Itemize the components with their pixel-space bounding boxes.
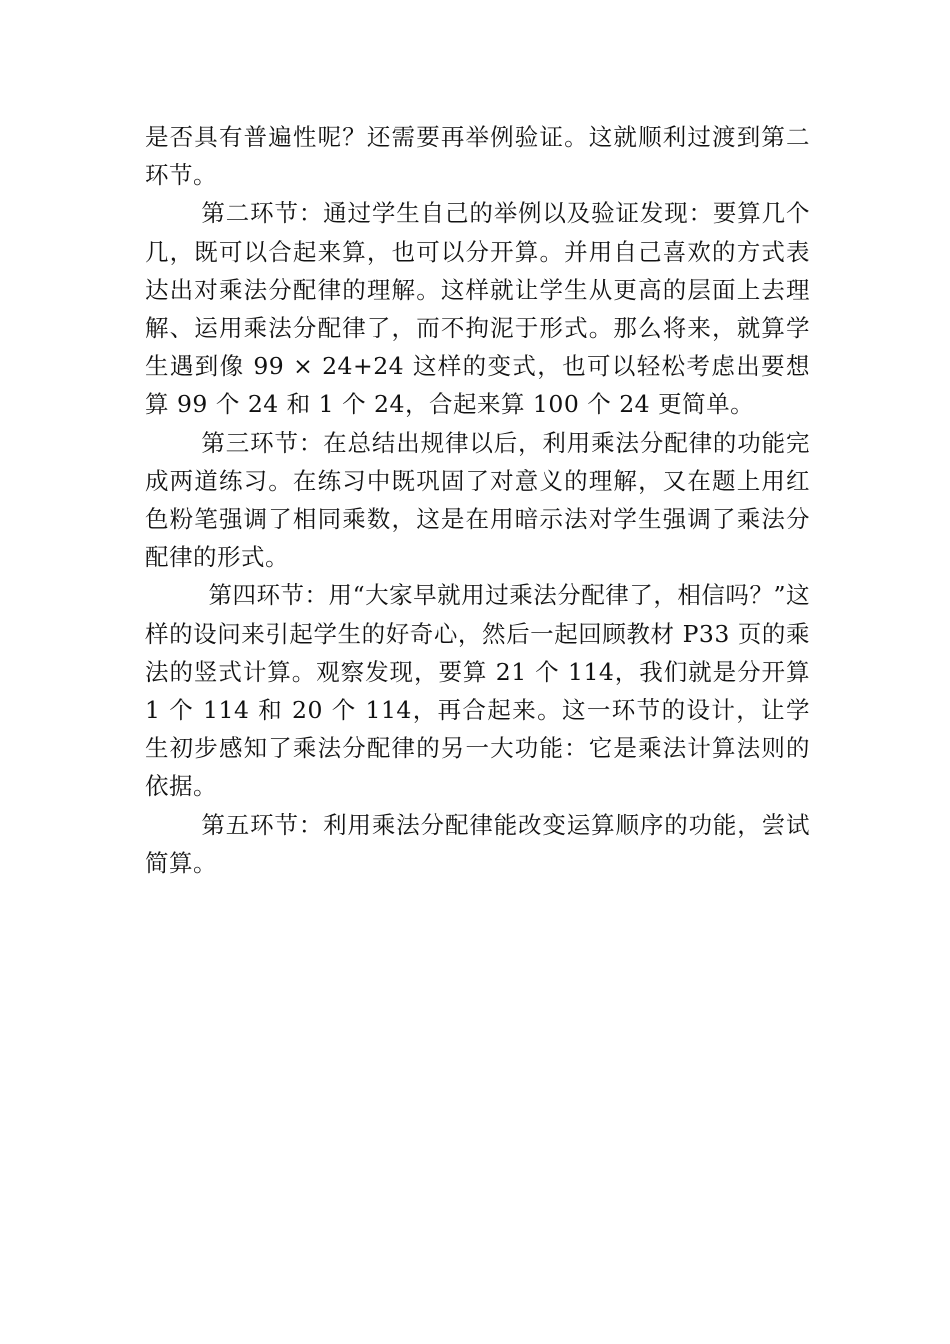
- document-body: [145, 118, 810, 882]
- paragraph-section-five: 第五环节：利用乘法分配律能改变运算顺序的功能，尝试简算。: [145, 810, 810, 877]
- paragraph-section-four: 第四环节：用“大家早就用过乘法分配律了，相信吗？”这样的设问来引起学生的好奇心，然后一起回顾教材 P33 页的乘法的竖式计算。观察发现，要算 21 个 114，我们就是分开算 1 个 114 和 20 个 114，再合起来。这一环节的设计，让学生初步感知了乘法分配律的另一大功能：它是乘法计算法则的依据。: [145, 581, 810, 801]
- paragraph-continuation: 是否具有普遍性呢？还需要再举例验证。这就顺利过渡到第二环节。: [145, 123, 810, 190]
- paragraph-section-two: 第二环节：通过学生自己的举例以及验证发现：要算几个几，既可以合起来算，也可以分开算。并用自己喜欢的方式表达出对乘法分配律的理解。这样就让学生从更高的层面上去理解、运用乘法分配律了，而不拘泥于形式。那么将来，就算学生遇到像 99 × 24+24 这样的变式，也可以轻松考虑出要想算 99 个 24 和 1 个 24，合起来算 100 个 24 更简单。: [145, 199, 810, 419]
- paragraph-section-three: 第三环节：在总结出规律以后，利用乘法分配律的功能完成两道练习。在练习中既巩固了对意义的理解，又在题上用红色粉笔强调了相同乘数，这是在用暗示法对学生强调了乘法分配律的形式。: [145, 428, 810, 572]
